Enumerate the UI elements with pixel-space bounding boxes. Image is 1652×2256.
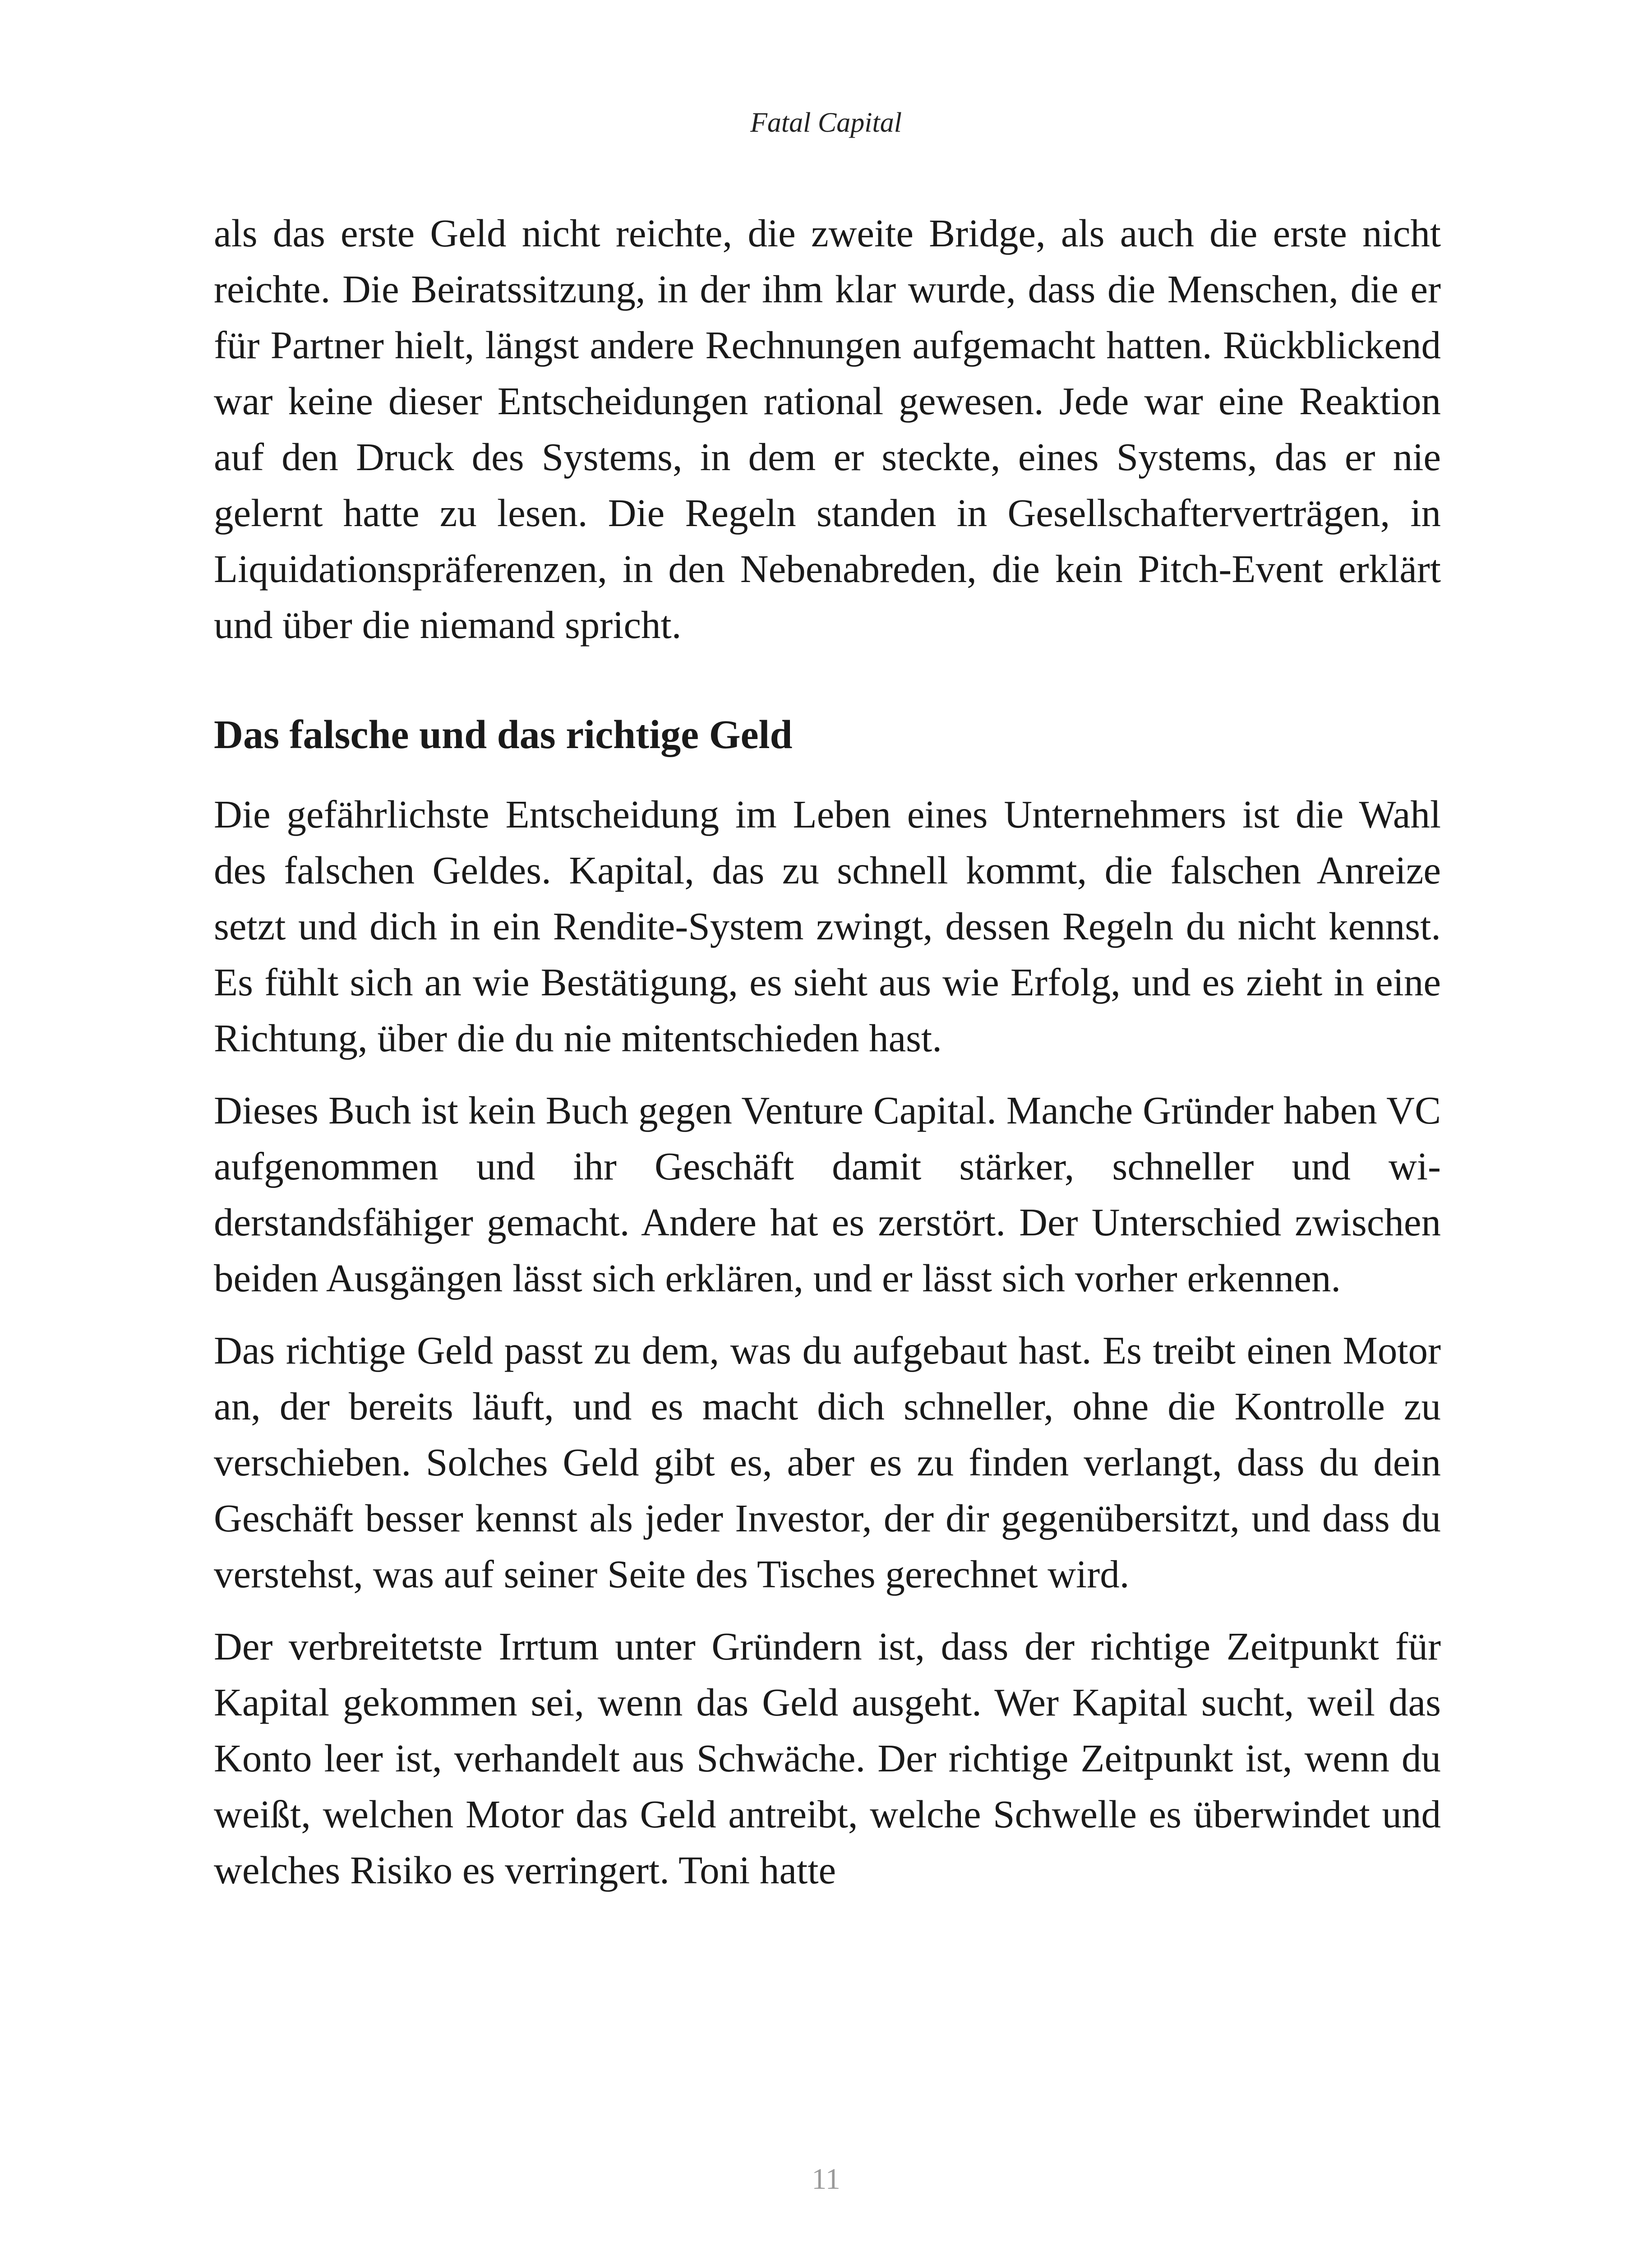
body-paragraph: Der verbreitetste Irrtum unter Gründern ist, dass der richtige Zeitpunkt für Kapital gekommen sei, wenn das Geld ausgeht. Wer Kapital sucht, weil das Konto leer ist, verhandelt aus Schwäche. Der richtige Zeitpunkt ist, wenn du weißt, welchen Motor das Geld antreibt, welche Schwelle es überwindet und welches Risiko es verringert. Toni hatte bbox=[214, 1624, 1441, 1892]
body-paragraph: Dieses Buch ist kein Buch gegen Venture Capital. Manche Gründer haben VC aufgenommen und ihr Geschäft damit stärker, schneller und widerstandsfähiger gemacht. Andere hat es zerstört. Der Unterschied zwischen beiden Ausgängen lässt sich erklären, und er lässt sich vorher erkennen. bbox=[214, 1088, 1441, 1300]
body-paragraph: Die gefährlichste Entscheidung im Leben eines Unternehmers ist die Wahl des falschen Geldes. Kapital, das zu schnell kommt, die falschen Anreize setzt und dich in ein Rendite-System zwingt, dessen Regeln du nicht kennst. Es fühlt sich an wie Bestätigung, es sieht aus wie Erfolg, und es zieht in eine Richtung, über die du nie mitentschieden hast. bbox=[214, 792, 1441, 1060]
page-number: 11 bbox=[812, 2163, 840, 2196]
running-header-title: Fatal Capital bbox=[750, 107, 902, 138]
body-paragraph: Das richtige Geld passt zu dem, was du aufgebaut hast. Es treibt einen Motor an, der bereits läuft, und es macht dich schneller, ohne die Kontrolle zu verschieben. Solches Geld gibt es, aber es zu finden verlangt, dass du dein Geschäft besser kennst als jeder Investor, der dir gegenübersitzt, und dass du verstehst, was auf seiner Seite des Tisches gerechnet wird. bbox=[214, 1328, 1441, 1596]
section-heading: Das falsche und das richtige Geld bbox=[214, 712, 793, 757]
body-paragraph: als das erste Geld nicht reichte, die zweite Bridge, als auch die erste nicht reichte. Die Beiratssitzung, in der ihm klar wurde, dass die Menschen, die er für Partner hielt, längst andere Rechnungen aufgemacht hatten. Rückblickend war keine dieser Entscheidungen rational gewesen. Jede war eine Reaktion auf den Druck des Systems, in dem er steckte, eines Systems, das er nie gelernt hatte zu lesen. Die Regeln standen in Gesellschafterverträgen, in Liquidationspräferenzen, in den Nebenabreden, die kein Pitch-Event erklärt und über die niemand spricht. bbox=[214, 211, 1441, 647]
page-body bbox=[214, 205, 1441, 1898]
